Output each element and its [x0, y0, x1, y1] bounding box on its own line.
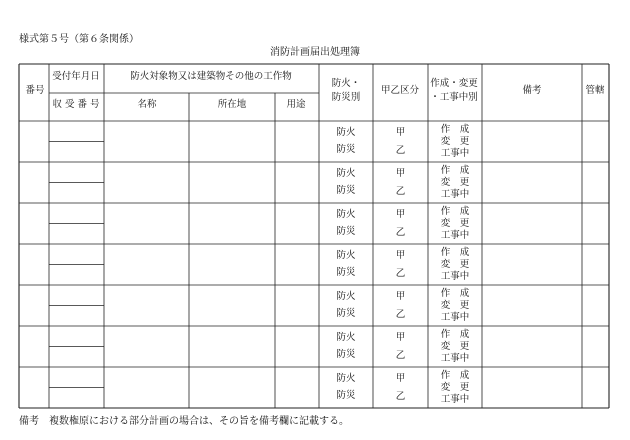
cell-ko: 甲 — [395, 127, 406, 138]
cell-ko: 甲 — [395, 332, 406, 343]
cell-change: 変 更 — [440, 382, 470, 393]
document-title: 消防計画届出処理簿 — [270, 47, 360, 58]
table-rows — [336, 123, 469, 405]
cell-disaster: 防災 — [336, 267, 356, 278]
header-use: 用途 — [286, 99, 306, 110]
cell-otsu: 乙 — [395, 309, 406, 320]
cell-create: 作 成 — [440, 329, 470, 340]
header-fire-disaster-line1: 防火・ — [331, 78, 361, 89]
cell-construction: 工事中 — [440, 312, 470, 323]
cell-disaster: 防災 — [336, 349, 356, 360]
header-building-group: 防火対象物又は建築物その他の工作物 — [130, 71, 292, 82]
header-name: 名称 — [137, 99, 157, 110]
form-number: 様式第５号（第６条関係） — [19, 34, 139, 45]
header-jurisdiction: 管轄 — [585, 85, 605, 96]
cell-ko: 甲 — [395, 291, 406, 302]
cell-change: 変 更 — [440, 218, 470, 229]
cell-construction: 工事中 — [440, 271, 470, 282]
header-fire-disaster-line2: 防災別 — [331, 92, 361, 103]
cell-disaster: 防災 — [336, 226, 356, 237]
cell-create: 作 成 — [440, 288, 470, 299]
cell-ko: 甲 — [395, 209, 406, 220]
footnote: 備考 複数権原における部分計画の場合は、その旨を備考欄に記載する。 — [19, 416, 349, 427]
cell-create: 作 成 — [440, 124, 470, 135]
cell-disaster: 防災 — [336, 308, 356, 319]
cell-fire: 防火 — [336, 332, 356, 343]
cell-disaster: 防災 — [336, 185, 356, 196]
cell-otsu: 乙 — [395, 268, 406, 279]
cell-otsu: 乙 — [395, 350, 406, 361]
cell-fire: 防火 — [336, 373, 356, 384]
cell-construction: 工事中 — [440, 353, 470, 364]
cell-construction: 工事中 — [440, 148, 470, 159]
cell-change: 変 更 — [440, 341, 470, 352]
cell-create: 作 成 — [440, 206, 470, 217]
cell-construction: 工事中 — [440, 394, 470, 405]
cell-fire: 防火 — [336, 127, 356, 138]
cell-change: 変 更 — [440, 136, 470, 147]
cell-fire: 防火 — [336, 250, 356, 261]
header-receipt-no: 収 受 番 号 — [52, 99, 100, 110]
cell-ko: 甲 — [395, 168, 406, 179]
cell-change: 変 更 — [440, 300, 470, 311]
cell-disaster: 防災 — [336, 144, 356, 155]
header-location: 所在地 — [217, 99, 247, 110]
cell-otsu: 乙 — [395, 145, 406, 156]
cell-construction: 工事中 — [440, 189, 470, 200]
header-ko-otsu: 甲乙区分 — [380, 85, 420, 96]
cell-change: 変 更 — [440, 177, 470, 188]
cell-otsu: 乙 — [395, 391, 406, 402]
header-number: 番号 — [25, 85, 45, 96]
cell-otsu: 乙 — [395, 227, 406, 238]
cell-ko: 甲 — [395, 250, 406, 261]
table-grid — [19, 64, 609, 408]
cell-create: 作 成 — [440, 165, 470, 176]
header-remarks: 備考 — [522, 85, 542, 96]
cell-fire: 防火 — [336, 209, 356, 220]
cell-change: 変 更 — [440, 259, 470, 270]
cell-otsu: 乙 — [395, 186, 406, 197]
cell-ko: 甲 — [395, 373, 406, 384]
cell-fire: 防火 — [336, 168, 356, 179]
cell-disaster: 防災 — [336, 390, 356, 401]
header-create-change-line1: 作成・変更 — [430, 78, 478, 89]
cell-create: 作 成 — [440, 247, 470, 258]
cell-construction: 工事中 — [440, 230, 470, 241]
cell-fire: 防火 — [336, 291, 356, 302]
header-create-change-line2: ・工事中別 — [430, 92, 478, 103]
cell-create: 作 成 — [440, 370, 470, 381]
header-received-date: 受付年月日 — [52, 71, 100, 82]
